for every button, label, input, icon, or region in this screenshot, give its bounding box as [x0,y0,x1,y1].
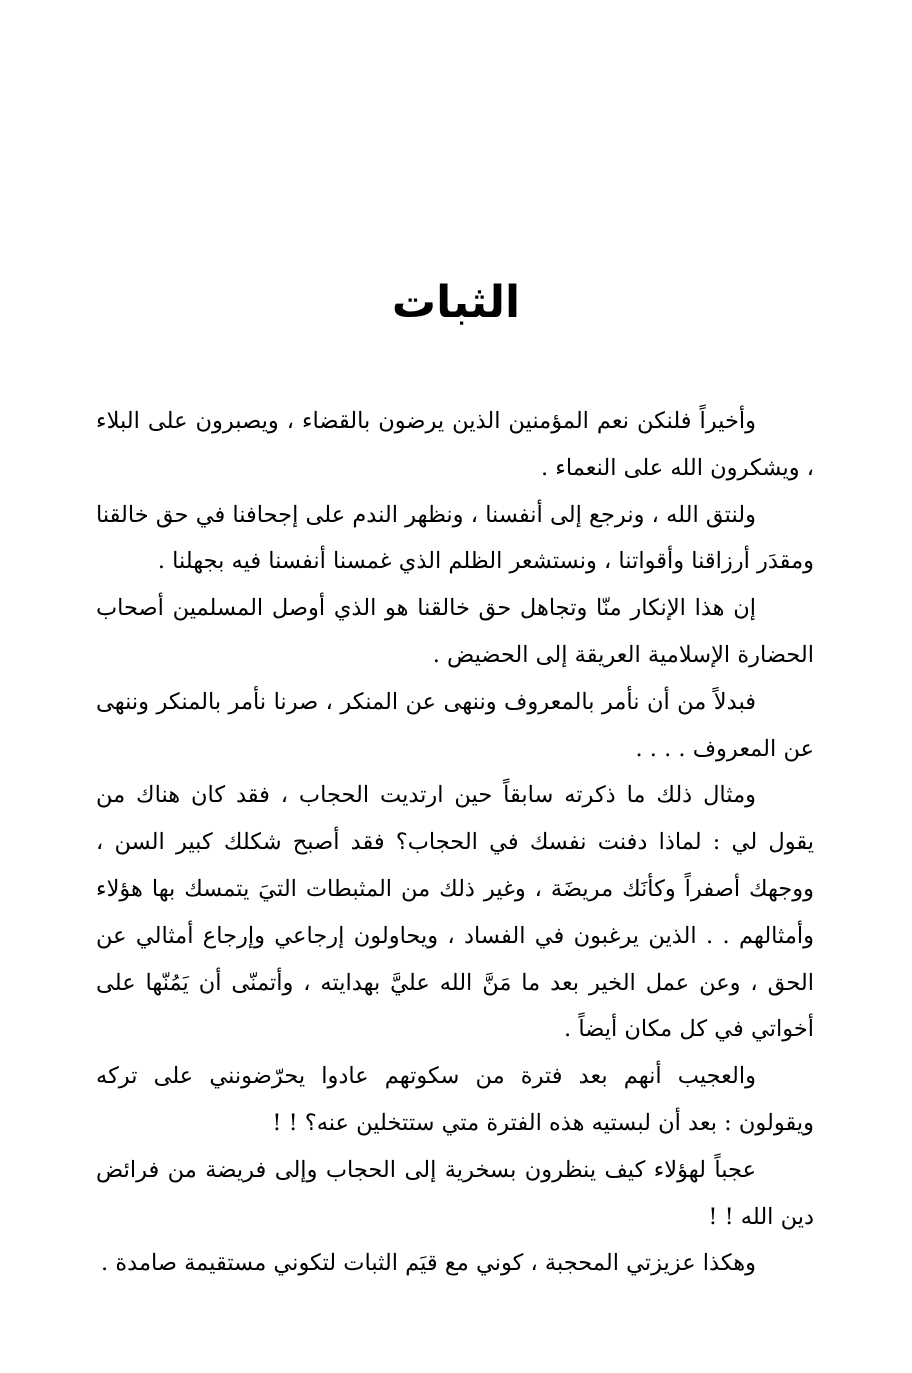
paragraph: فبدلاً من أن نأمر بالمعروف وننهى عن المنكر ، صرنا نأمر بالمنكر وننهى عن المعروف . . . . [96,688,814,762]
chapter-title: الثبات [391,277,521,328]
paragraph: إن هذا الإنكار منّا وتجاهل حق خالقنا هو الذي أوصل المسلمين أصحاب الحضارة الإسلامية العريقة إلى الحضيض . [96,595,814,668]
paragraph: وهكذا عزيزتي المحجبة ، كوني مع قيَم الثبات لتكوني مستقيمة صامدة . [101,1250,756,1277]
paragraph: ومثال ذلك ما ذكرته سابقاً حين ارتديت الحجاب ، فقد كان هناك من يقول لي : لماذا دفنت نفسك في الحجاب؟ فقد أصبح شكلك كبير السن ، ووجهك أصفراً وكأنَك مريضَة ، وغير ذلك من المثبطات التيَ يتمسك بها هؤلاء وأمثالهم . . الذين يرغبون في الفساد ، ويحاولون إرجاعي وإرجاع أمثالي عن الحق ، وعن عمل الخير بعد ما مَنَّ الله عليَّ بهدايته ، وأتمنّى أن يَمُنّها على أخواتي في كل مكان أيضاً . [96,782,814,1043]
paragraph: ولنتق الله ، ونرجع إلى أنفسنا ، ونظهر الندم على إجحافنا في حق خالقنا ومقدَر أرزاقنا وأقواتنا ، ونستشعر الظلم الذي غمسنا أنفسنا فيه بجهلنا . [96,501,814,575]
paragraph: عجباً لهؤلاء كيف ينظرون بسخرية إلى الحجاب وإلى فريضة من فرائض دين الله ! ! [96,1156,814,1230]
chapter-body [96,398,814,1287]
paragraph: والعجيب أنهم بعد فترة من سكوتهم عادوا يحرّضونني على تركه ويقولون : بعد أن لبستيه هذه الفترة متي ستتخلين عنه؟ ! ! [96,1063,814,1136]
paragraph: وأخيراً فلنكن نعم المؤمنين الذين يرضون بالقضاء ، ويصبرون على البلاء ، ويشكرون الله على النعماء . [96,408,814,481]
